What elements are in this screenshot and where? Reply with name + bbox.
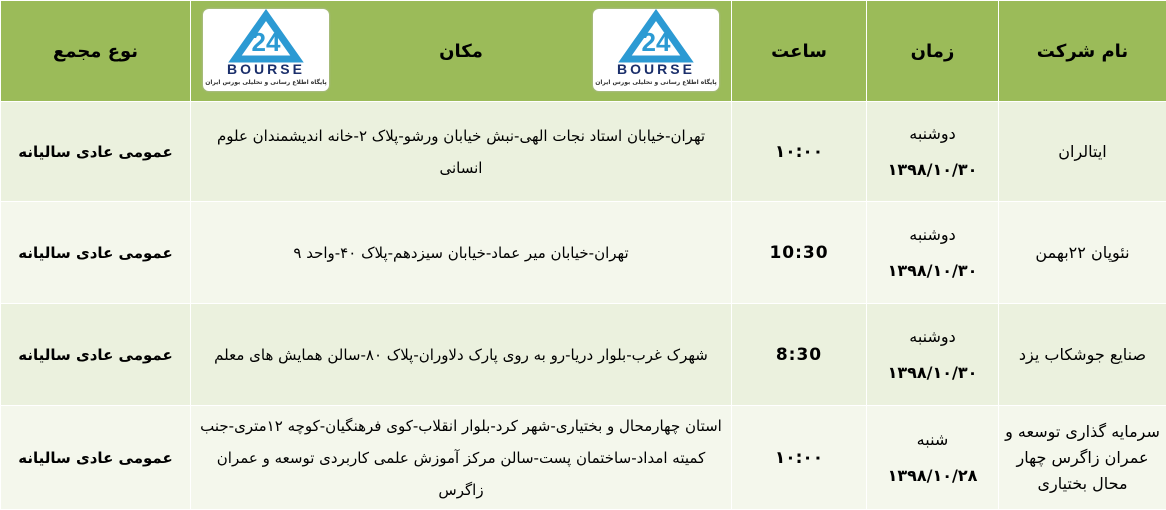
header-type: نوع مجمع — [1, 1, 191, 102]
cell-time: ۱۰:۰۰ — [732, 406, 867, 510]
table-row — [1, 406, 1166, 510]
cell-day: شنبه — [873, 422, 992, 458]
logo-subtitle: پایگاه اطلاع رسانی و تحلیلی بورس ایران — [203, 79, 329, 86]
cell-time: 10:30 — [732, 202, 867, 304]
cell-date — [867, 102, 999, 202]
logo-brand-text: BOURSE — [203, 61, 329, 77]
cell-date — [867, 304, 999, 406]
cell-day: دوشنبه — [873, 217, 992, 253]
cell-type: عمومی عادی سالیانه — [1, 202, 191, 304]
cell-company: سرمایه گذاری توسعه و عمران زاگرس چهار محال بختیاری — [999, 406, 1166, 510]
header-date: زمان — [867, 1, 999, 102]
table-row — [1, 202, 1166, 304]
logo-mark-icon — [203, 9, 329, 65]
logo-mark-icon — [593, 9, 719, 65]
header-time: ساعت — [732, 1, 867, 102]
cell-location: تهران-خیابان استاد نجات الهی-نبش خیابان ورشو-پلاک ۲-خانه اندیشمندان علوم انسانی — [191, 102, 732, 202]
header-location-label: مکان — [439, 41, 483, 62]
cell-company: ایتالران — [999, 102, 1166, 202]
svg-text:24: 24 — [252, 27, 281, 57]
cell-location: تهران-خیابان میر عماد-خیابان سیزدهم-پلاک ۴۰-واحد ۹ — [191, 202, 732, 304]
svg-text:24: 24 — [642, 27, 671, 57]
header-row — [1, 1, 1166, 102]
cell-day: دوشنبه — [873, 116, 992, 152]
bourse-logo-left — [203, 9, 329, 91]
cell-type: عمومی عادی سالیانه — [1, 304, 191, 406]
cell-location: شهرک غرب-بلوار دریا-رو به روی پارک دلاوران-پلاک ۸۰-سالن همایش های معلم — [191, 304, 732, 406]
cell-location: استان چهارمحال و بختیاری-شهر کرد-بلوار انقلاب-کوی فرهنگیان-کوچه ۱۲متری-جنب کمیته امداد-ساختمان پست-سالن مرکز آموزش علمی کاربردی توسعه و عمران زاگرس — [191, 406, 732, 510]
cell-day: دوشنبه — [873, 319, 992, 355]
cell-year: ۱۳۹۸/۱۰/۳۰ — [873, 355, 992, 391]
logo-brand-text: BOURSE — [593, 61, 719, 77]
cell-date — [867, 406, 999, 510]
header-company: نام شرکت — [999, 1, 1166, 102]
header-location — [191, 1, 732, 102]
cell-year: ۱۳۹۸/۱۰/۳۰ — [873, 152, 992, 188]
table-row — [1, 304, 1166, 406]
table-row — [1, 102, 1166, 202]
cell-year: ۱۳۹۸/۱۰/۳۰ — [873, 253, 992, 289]
cell-type: عمومی عادی سالیانه — [1, 102, 191, 202]
cell-time: ۱۰:۰۰ — [732, 102, 867, 202]
bourse-logo-right — [593, 9, 719, 91]
cell-type: عمومی عادی سالیانه — [1, 406, 191, 510]
cell-company: صنایع جوشکاب یزد — [999, 304, 1166, 406]
cell-time: 8:30 — [732, 304, 867, 406]
cell-company: نئوپان ۲۲بهمن — [999, 202, 1166, 304]
cell-year: ۱۳۹۸/۱۰/۲۸ — [873, 458, 992, 494]
cell-date — [867, 202, 999, 304]
logo-subtitle: پایگاه اطلاع رسانی و تحلیلی بورس ایران — [593, 79, 719, 86]
